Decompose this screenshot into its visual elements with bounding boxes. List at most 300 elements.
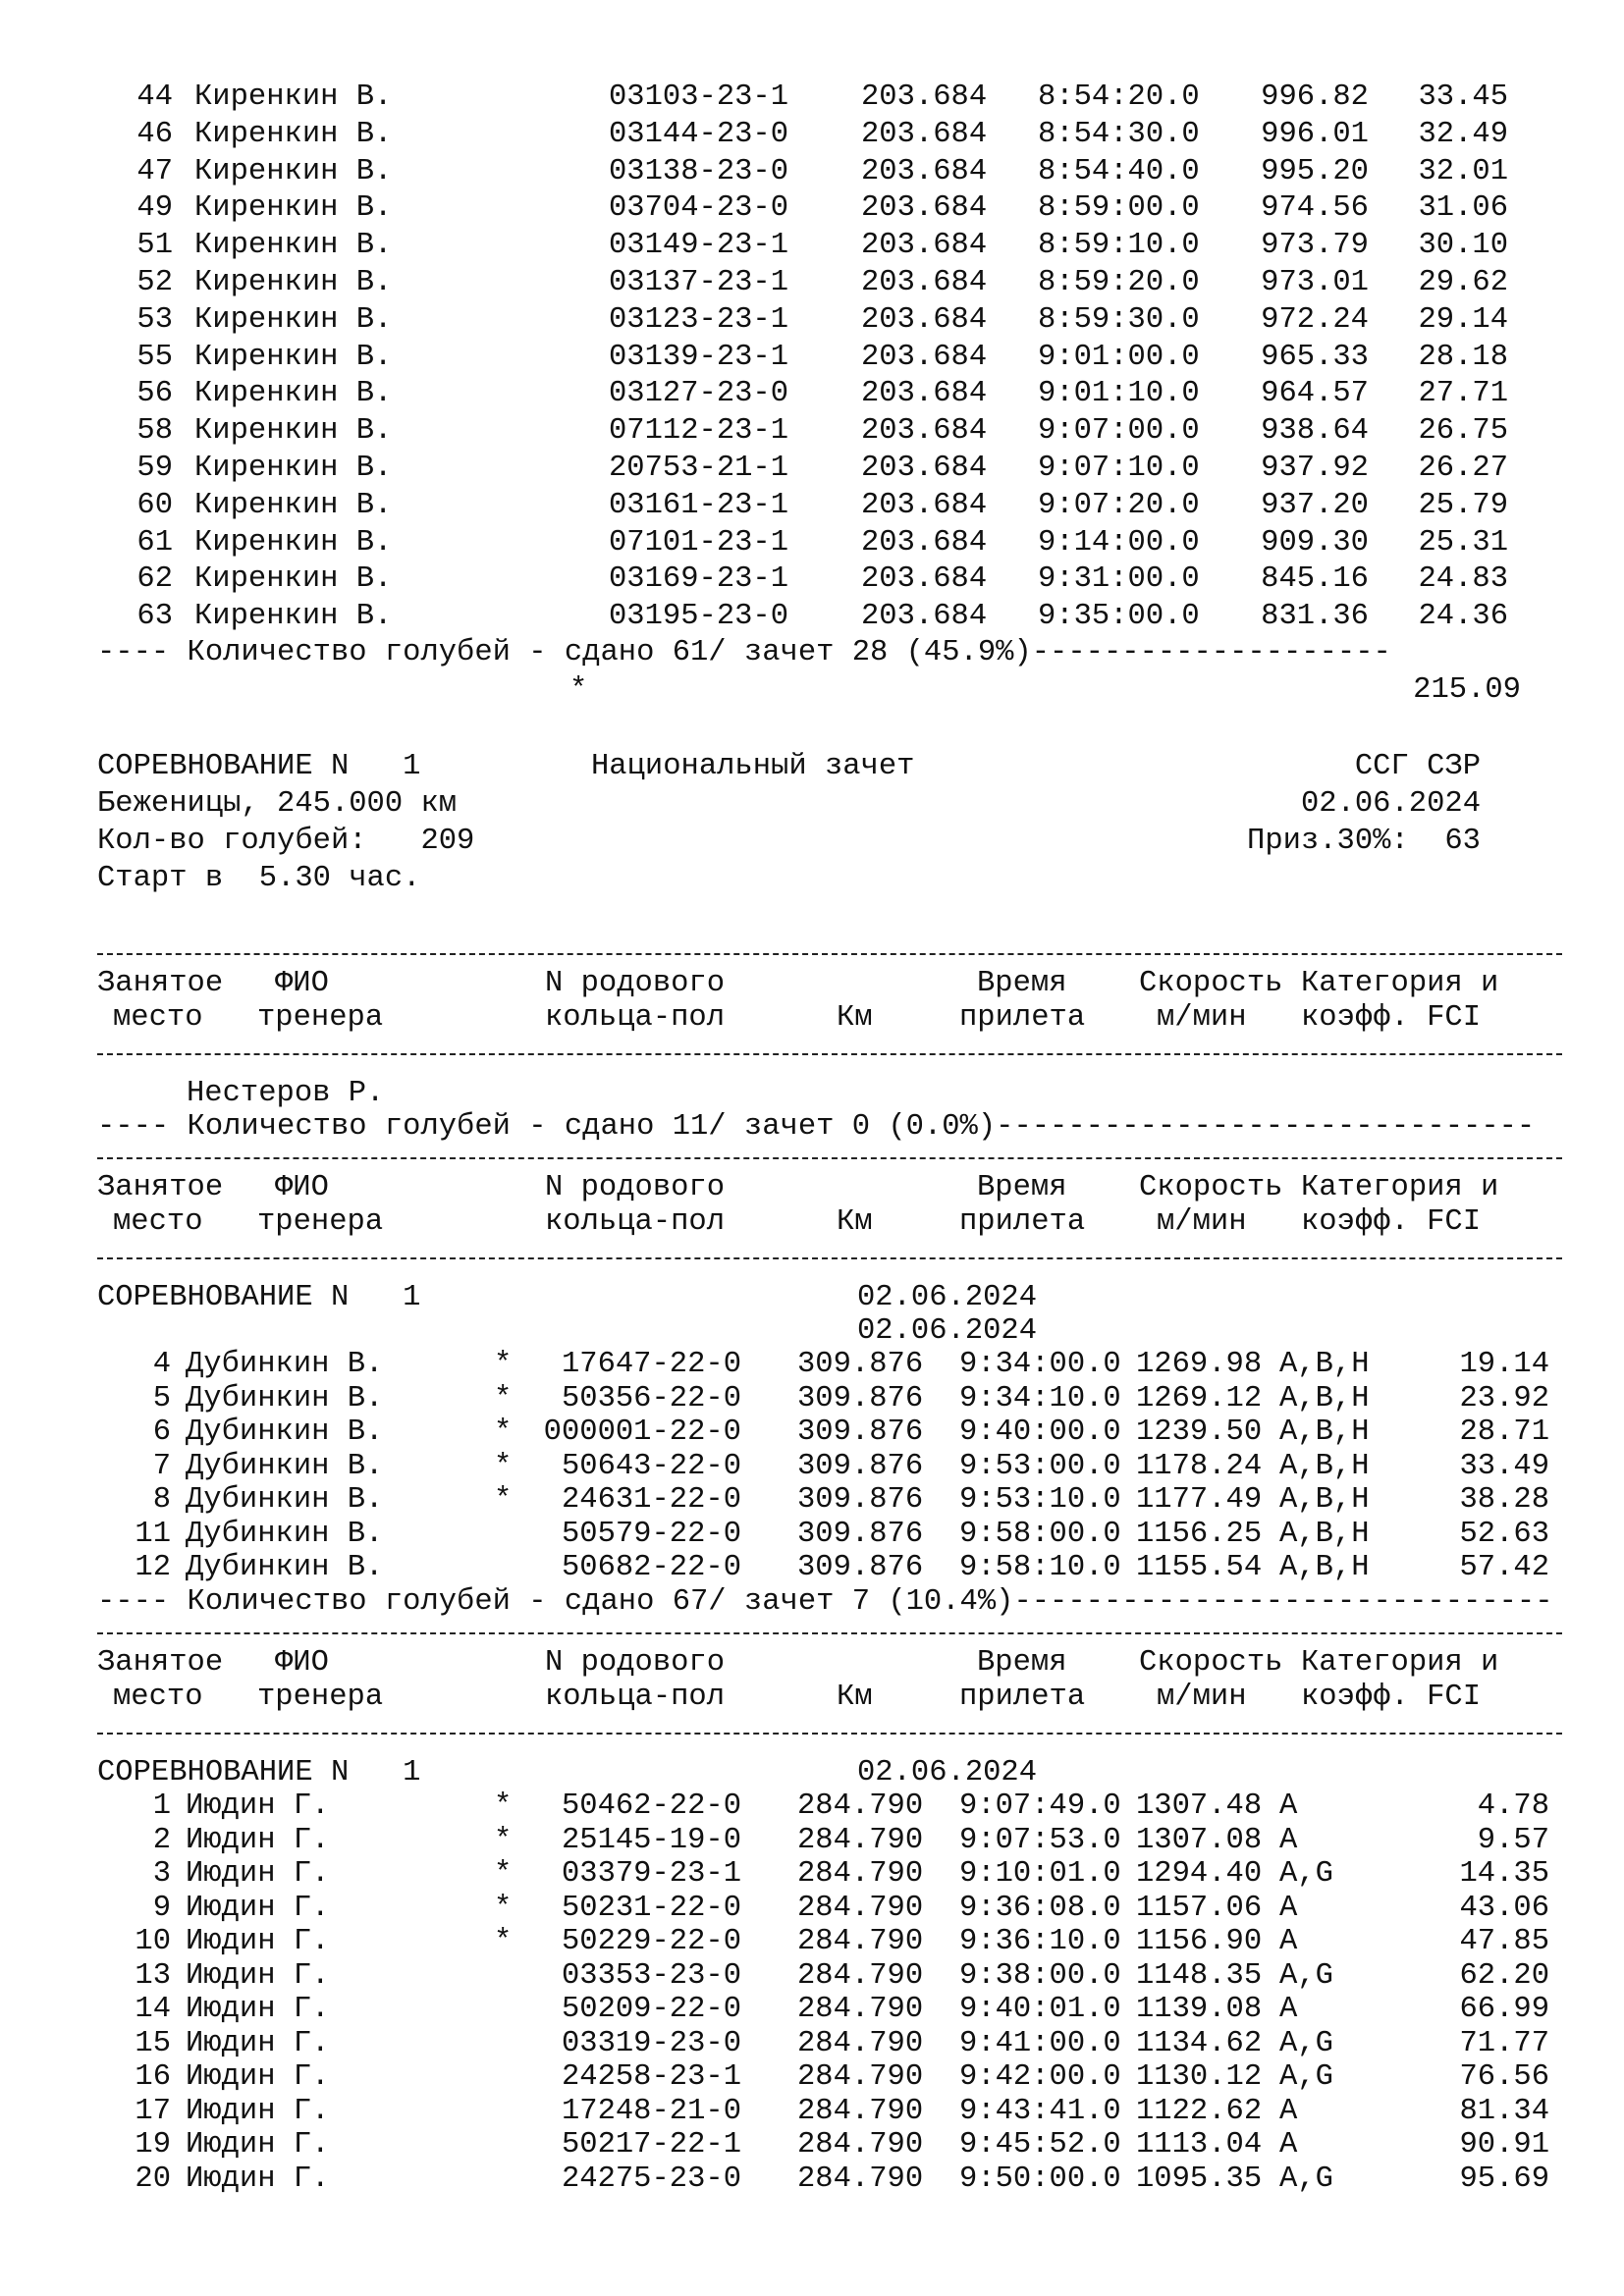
col-fio: тренера: [257, 1205, 384, 1239]
place: 9: [152, 1891, 171, 1925]
speed: 845.16: [1261, 562, 1369, 597]
col-category: коэфф. FCI: [1301, 1001, 1482, 1035]
distance-km: 203.684: [861, 154, 988, 188]
part1-star: *: [569, 673, 588, 707]
breeder-name: Киренкин В.: [194, 80, 393, 114]
distance-km: 284.790: [797, 1958, 924, 1993]
place: 52: [136, 266, 173, 299]
ring-number: 03149-23-1: [609, 229, 789, 263]
speed: 909.30: [1261, 525, 1369, 560]
table-row: [0, 1789, 1624, 1823]
arrival-time: 9:01:00.0: [1038, 340, 1200, 374]
arrival-time: 8:54:20.0: [1038, 80, 1200, 114]
distance-km: 203.684: [861, 488, 988, 522]
col-time: прилета: [959, 1001, 1086, 1035]
arrival-time: 9:14:00.0: [1038, 525, 1200, 560]
separator: [97, 953, 1562, 955]
speed: 1156.25: [1136, 1517, 1263, 1551]
table-row: [0, 1959, 1624, 1993]
col-km: Км: [837, 1205, 873, 1239]
competition-date: 02.06.2024: [1300, 787, 1481, 821]
distance-km: 203.684: [861, 302, 988, 337]
distance-km: 284.790: [797, 1891, 924, 1925]
arrival-time: 9:34:10.0: [959, 1381, 1121, 1415]
speed: 937.20: [1261, 488, 1369, 522]
fci-coefficient: 90.91: [1459, 2128, 1549, 2162]
place: 61: [136, 525, 173, 560]
distance-km: 203.684: [861, 117, 988, 151]
ring-number: 03138-23-0: [609, 154, 789, 188]
breeder-name: Июдин Г.: [186, 2026, 330, 2060]
fci-coefficient: 81.34: [1459, 2094, 1549, 2128]
speed: 964.57: [1261, 377, 1369, 411]
ring-number: 17248-21-0: [561, 2094, 741, 2128]
place: 47: [136, 154, 173, 188]
breeder-name: Июдин Г.: [186, 1789, 330, 1823]
place: 63: [136, 600, 173, 634]
column-header-line: [0, 1001, 1624, 1035]
breeder-name: Июдин Г.: [186, 1857, 330, 1891]
speed: 1139.08: [1136, 1993, 1263, 2026]
competition-type: Национальный зачет: [591, 750, 915, 783]
speed: 1130.12: [1136, 2060, 1263, 2094]
place: 19: [135, 2128, 171, 2162]
table-row: [0, 377, 1624, 410]
category: A,G: [1279, 2026, 1333, 2060]
table-row: [0, 1551, 1624, 1584]
fci-coefficient: 9.57: [1477, 1823, 1549, 1857]
coefficient: 30.10: [1418, 229, 1508, 263]
star-mark: *: [494, 1857, 513, 1891]
coefficient: 32.49: [1418, 117, 1508, 151]
fci-coefficient: 38.28: [1459, 1483, 1549, 1517]
place: 4: [152, 1348, 171, 1381]
ring-number: 03319-23-0: [561, 2026, 741, 2060]
speed: 1177.49: [1136, 1483, 1263, 1517]
distance-km: 203.684: [861, 266, 988, 299]
ring-number: 03137-23-1: [609, 266, 789, 299]
speed: 1113.04: [1136, 2128, 1263, 2162]
category: A,B,H: [1279, 1551, 1370, 1584]
speed: 1095.35: [1136, 2162, 1263, 2196]
fci-coefficient: 43.06: [1459, 1891, 1549, 1925]
category: A: [1279, 2094, 1298, 2128]
star-mark: *: [494, 1348, 513, 1381]
arrival-time: 9:41:00.0: [959, 2026, 1121, 2060]
fci-coefficient: 57.42: [1459, 1551, 1549, 1584]
speed: 965.33: [1261, 340, 1369, 374]
coefficient: 27.71: [1418, 377, 1508, 411]
breeder-name: Киренкин В.: [194, 562, 393, 597]
organization: ССГ СЗР: [1354, 750, 1481, 783]
fci-coefficient: 4.78: [1477, 1789, 1549, 1823]
breeder-name: Дубинкин В.: [186, 1517, 384, 1551]
ring-number: 03169-23-1: [609, 562, 789, 597]
distance-km: 309.876: [797, 1551, 924, 1584]
start-time: Старт в 5.30 час.: [97, 862, 421, 895]
column-header-line: [0, 1205, 1624, 1239]
category: A,B,H: [1279, 1449, 1370, 1483]
star-mark: *: [494, 1415, 513, 1449]
distance-km: 284.790: [797, 1823, 924, 1857]
table-row: [0, 489, 1624, 522]
separator: [97, 1053, 1562, 1055]
place: 8: [152, 1483, 171, 1517]
section-date: 02.06.2024: [857, 1756, 1038, 1789]
distance-km: 203.684: [861, 340, 988, 374]
star-mark: *: [494, 1381, 513, 1415]
arrival-time: 9:31:00.0: [1038, 562, 1200, 597]
arrival-time: 9:53:10.0: [959, 1483, 1121, 1517]
col-fio: ФИО: [275, 1646, 329, 1680]
category: A: [1279, 1823, 1298, 1857]
coefficient: 28.18: [1418, 340, 1508, 374]
category: A,G: [1279, 1958, 1333, 1993]
coefficient: 29.14: [1418, 302, 1508, 337]
distance-km: 203.684: [861, 229, 988, 263]
arrival-time: 9:07:20.0: [1038, 488, 1200, 522]
arrival-time: 9:53:00.0: [959, 1449, 1121, 1483]
arrival-time: 8:59:20.0: [1038, 266, 1200, 299]
table-row: [0, 1925, 1624, 1958]
speed: 996.82: [1261, 80, 1369, 114]
column-header-line: [0, 1646, 1624, 1680]
prize-count: Приз.30%: 63: [1247, 825, 1481, 858]
arrival-time: 9:58:00.0: [959, 1517, 1121, 1551]
part1-total: 215.09: [1413, 673, 1521, 707]
section-date: 02.06.2024: [857, 1314, 1038, 1348]
star-mark: *: [494, 1823, 513, 1857]
col-fio: ФИО: [275, 1171, 329, 1204]
fci-coefficient: 76.56: [1459, 2060, 1549, 2094]
arrival-time: 9:34:00.0: [959, 1348, 1121, 1381]
place: 7: [152, 1449, 171, 1483]
table-row: [0, 2163, 1624, 2196]
fci-coefficient: 23.92: [1459, 1381, 1549, 1415]
arrival-time: 9:40:01.0: [959, 1993, 1121, 2026]
distance-km: 284.790: [797, 2162, 924, 2196]
coefficient: 31.06: [1418, 191, 1508, 226]
star-mark: *: [494, 1891, 513, 1925]
star-mark: *: [494, 1925, 513, 1958]
place: 58: [136, 414, 173, 449]
speed: 937.92: [1261, 452, 1369, 485]
pigeon-count: Кол-во голубей: 209: [97, 825, 475, 858]
arrival-time: 9:43:41.0: [959, 2094, 1121, 2128]
category: A,B,H: [1279, 1348, 1370, 1381]
breeder-name: Киренкин В.: [194, 229, 393, 263]
arrival-time: 9:07:10.0: [1038, 452, 1200, 485]
col-place: место: [113, 1681, 203, 1714]
col-ring: кольца-пол: [545, 1205, 726, 1239]
speed: 831.36: [1261, 600, 1369, 634]
breeder-name: Киренкин В.: [194, 452, 393, 485]
speed: 1148.35: [1136, 1958, 1263, 1993]
col-category: Категория и: [1301, 1171, 1499, 1204]
breeder-name: Июдин Г.: [186, 1891, 330, 1925]
distance-km: 309.876: [797, 1517, 924, 1551]
col-speed: м/мин: [1157, 1681, 1247, 1714]
separator: [97, 1157, 1562, 1159]
distance-km: 284.790: [797, 1789, 924, 1823]
arrival-time: 9:36:08.0: [959, 1891, 1121, 1925]
fci-coefficient: 33.49: [1459, 1449, 1549, 1483]
coefficient: 25.79: [1418, 488, 1508, 522]
table-row: [0, 1450, 1624, 1483]
distance-km: 309.876: [797, 1449, 924, 1483]
table-row: [0, 266, 1624, 299]
ring-number: 25145-19-0: [561, 1823, 741, 1857]
speed: 1178.24: [1136, 1449, 1263, 1483]
coefficient: 33.45: [1418, 80, 1508, 114]
arrival-time: 9:07:00.0: [1038, 414, 1200, 449]
col-speed: Скорость: [1139, 967, 1283, 1000]
ring-number: 50209-22-0: [561, 1993, 741, 2026]
place: 15: [135, 2026, 171, 2060]
distance-km: 203.684: [861, 562, 988, 597]
coefficient: 29.62: [1418, 266, 1508, 299]
column-header-line: [0, 1681, 1624, 1714]
distance-km: 284.790: [797, 2094, 924, 2128]
table-row: [0, 1382, 1624, 1415]
col-ring: N родового: [545, 967, 726, 1000]
category: A,G: [1279, 2060, 1333, 2094]
table-row: [0, 526, 1624, 560]
table-row: [0, 1518, 1624, 1551]
col-ring: N родового: [545, 1171, 726, 1204]
col-time: Время: [977, 1646, 1067, 1680]
arrival-time: 9:40:00.0: [959, 1415, 1121, 1449]
star-mark: *: [494, 1789, 513, 1823]
separator: [97, 1733, 1562, 1735]
category: A,B,H: [1279, 1517, 1370, 1551]
distance-km: 309.876: [797, 1483, 924, 1517]
arrival-time: 9:45:52.0: [959, 2128, 1121, 2162]
distance-km: 284.790: [797, 2060, 924, 2094]
ring-number: 50579-22-0: [561, 1517, 741, 1551]
category: A: [1279, 2128, 1298, 2162]
category: A,B,H: [1279, 1483, 1370, 1517]
ring-number: 24631-22-0: [561, 1483, 741, 1517]
ring-number: 03704-23-0: [609, 191, 789, 226]
speed: 995.20: [1261, 154, 1369, 188]
speed: 1155.54: [1136, 1551, 1263, 1584]
fci-coefficient: 14.35: [1459, 1857, 1549, 1891]
speed: 1157.06: [1136, 1891, 1263, 1925]
section-date: 02.06.2024: [857, 1281, 1038, 1314]
arrival-time: 9:38:00.0: [959, 1958, 1121, 1993]
fci-coefficient: 95.69: [1459, 2162, 1549, 2196]
place: 5: [152, 1381, 171, 1415]
breeder-name: Киренкин В.: [194, 154, 393, 188]
category: A: [1279, 1789, 1298, 1823]
table-row: [0, 2128, 1624, 2162]
breeder-name: Киренкин В.: [194, 266, 393, 299]
breeder-name: Киренкин В.: [194, 377, 393, 411]
place: 13: [135, 1958, 171, 1993]
speed: 996.01: [1261, 117, 1369, 151]
table-row: [0, 1415, 1624, 1449]
col-ring: кольца-пол: [545, 1681, 726, 1714]
nesterov-summary: ---- Количество голубей - сдано 11/ зачет 0 (0.0%)------------------------------: [97, 1110, 1536, 1144]
distance-km: 284.790: [797, 1857, 924, 1891]
breeder-name: Нестеров Р.: [187, 1077, 385, 1110]
place: 20: [135, 2162, 171, 2196]
col-km: Км: [837, 1001, 873, 1035]
distance-km: 203.684: [861, 525, 988, 560]
ring-number: 000001-22-0: [543, 1415, 741, 1449]
place: 1: [152, 1789, 171, 1823]
ring-number: 50462-22-0: [561, 1789, 741, 1823]
ring-number: 03123-23-1: [609, 302, 789, 337]
place: 14: [135, 1993, 171, 2026]
speed: 1239.50: [1136, 1415, 1263, 1449]
arrival-time: 9:07:49.0: [959, 1789, 1121, 1823]
arrival-time: 8:59:00.0: [1038, 191, 1200, 226]
breeder-name: Дубинкин В.: [186, 1483, 384, 1517]
ring-number: 50682-22-0: [561, 1551, 741, 1584]
col-km: Км: [837, 1681, 873, 1714]
table-row: [0, 414, 1624, 448]
star-mark: *: [494, 1449, 513, 1483]
ring-number: 07101-23-1: [609, 525, 789, 560]
table-row: [0, 155, 1624, 188]
breeder-name: Дубинкин В.: [186, 1551, 384, 1584]
breeder-name: Июдин Г.: [186, 1925, 330, 1958]
table-row: [0, 452, 1624, 485]
col-ring: N родового: [545, 1646, 726, 1680]
col-place: Занятое: [97, 1171, 224, 1204]
ring-number: 50217-22-1: [561, 2128, 741, 2162]
speed: 1307.48: [1136, 1789, 1263, 1823]
separator: [97, 1257, 1562, 1259]
ring-number: 03139-23-1: [609, 340, 789, 374]
place: 3: [152, 1857, 171, 1891]
col-place: место: [113, 1001, 203, 1035]
fci-coefficient: 62.20: [1459, 1958, 1549, 1993]
col-fio: ФИО: [275, 967, 329, 1000]
arrival-time: 9:58:10.0: [959, 1551, 1121, 1584]
distance-km: 284.790: [797, 2128, 924, 2162]
distance-km: 309.876: [797, 1348, 924, 1381]
col-speed: м/мин: [1157, 1001, 1247, 1035]
place: 51: [136, 229, 173, 263]
breeder-name: Киренкин В.: [194, 525, 393, 560]
ring-number: 03127-23-0: [609, 377, 789, 411]
speed: 1269.12: [1136, 1381, 1263, 1415]
separator: [97, 1632, 1562, 1634]
col-place: Занятое: [97, 967, 224, 1000]
distance-km: 203.684: [861, 191, 988, 226]
table-row: [0, 229, 1624, 262]
col-place: Занятое: [97, 1646, 224, 1680]
category: A,B,H: [1279, 1415, 1370, 1449]
col-time: прилета: [959, 1205, 1086, 1239]
distance-km: 309.876: [797, 1415, 924, 1449]
coefficient: 26.75: [1418, 414, 1508, 449]
place: 62: [136, 562, 173, 597]
place: 56: [136, 377, 173, 411]
ring-number: 03195-23-0: [609, 600, 789, 634]
coefficient: 24.36: [1418, 600, 1508, 634]
distance-km: 284.790: [797, 1993, 924, 2026]
speed: 938.64: [1261, 414, 1369, 449]
col-category: коэфф. FCI: [1301, 1681, 1482, 1714]
ring-number: 03353-23-0: [561, 1958, 741, 1993]
place: 11: [135, 1517, 171, 1551]
ring-number: 20753-21-1: [609, 452, 789, 485]
table-row: [0, 1483, 1624, 1517]
category: A,G: [1279, 2162, 1333, 2196]
arrival-time: 8:59:30.0: [1038, 302, 1200, 337]
category: A: [1279, 1891, 1298, 1925]
release-place-distance: Беженицы, 245.000 км: [97, 787, 458, 821]
col-speed: Скорость: [1139, 1646, 1283, 1680]
speed: 1134.62: [1136, 2026, 1263, 2060]
ring-number: 50643-22-0: [561, 1449, 741, 1483]
arrival-time: 9:35:00.0: [1038, 600, 1200, 634]
arrival-time: 9:07:53.0: [959, 1823, 1121, 1857]
ring-number: 50356-22-0: [561, 1381, 741, 1415]
ring-number: 24275-23-0: [561, 2162, 741, 2196]
place: 49: [136, 191, 173, 226]
distance-km: 284.790: [797, 1925, 924, 1958]
place: 10: [135, 1925, 171, 1958]
category: A: [1279, 1993, 1298, 2026]
ring-number: 03379-23-1: [561, 1857, 741, 1891]
fci-coefficient: 71.77: [1459, 2026, 1549, 2060]
speed: 1122.62: [1136, 2094, 1263, 2128]
arrival-time: 9:42:00.0: [959, 2060, 1121, 2094]
place: 2: [152, 1823, 171, 1857]
breeder-name: Дубинкин В.: [186, 1381, 384, 1415]
arrival-time: 9:36:10.0: [959, 1925, 1121, 1958]
ring-number: 24258-23-1: [561, 2060, 741, 2094]
competition-title: СОРЕВНОВАНИЕ N 1: [97, 750, 421, 783]
speed: 973.79: [1261, 229, 1369, 263]
col-speed: Скорость: [1139, 1171, 1283, 1204]
place: 46: [136, 117, 173, 151]
ring-number: 50231-22-0: [561, 1891, 741, 1925]
breeder-name: Дубинкин В.: [186, 1415, 384, 1449]
table-row: [0, 341, 1624, 374]
col-fio: тренера: [257, 1001, 384, 1035]
table-row: [0, 1993, 1624, 2026]
col-ring: кольца-пол: [545, 1001, 726, 1035]
speed: 973.01: [1261, 266, 1369, 299]
breeder-name: Дубинкин В.: [186, 1449, 384, 1483]
speed: 972.24: [1261, 302, 1369, 337]
table-row: [0, 562, 1624, 596]
competition-label: СОРЕВНОВАНИЕ N 1: [97, 1281, 421, 1314]
fci-coefficient: 66.99: [1459, 1993, 1549, 2026]
category: A,G: [1279, 1857, 1333, 1891]
col-fio: тренера: [257, 1681, 384, 1714]
place: 17: [135, 2094, 171, 2128]
category: A,B,H: [1279, 1381, 1370, 1415]
place: 59: [136, 452, 173, 485]
table-row: [0, 191, 1624, 225]
col-category: Категория и: [1301, 1646, 1499, 1680]
arrival-time: 8:59:10.0: [1038, 229, 1200, 263]
coefficient: 32.01: [1418, 154, 1508, 188]
arrival-time: 9:50:00.0: [959, 2162, 1121, 2196]
speed: 1307.08: [1136, 1823, 1263, 1857]
ring-number: 50229-22-0: [561, 1925, 741, 1958]
table-row: [0, 1348, 1624, 1381]
distance-km: 203.684: [861, 80, 988, 114]
breeder-name: Июдин Г.: [186, 1993, 330, 2026]
